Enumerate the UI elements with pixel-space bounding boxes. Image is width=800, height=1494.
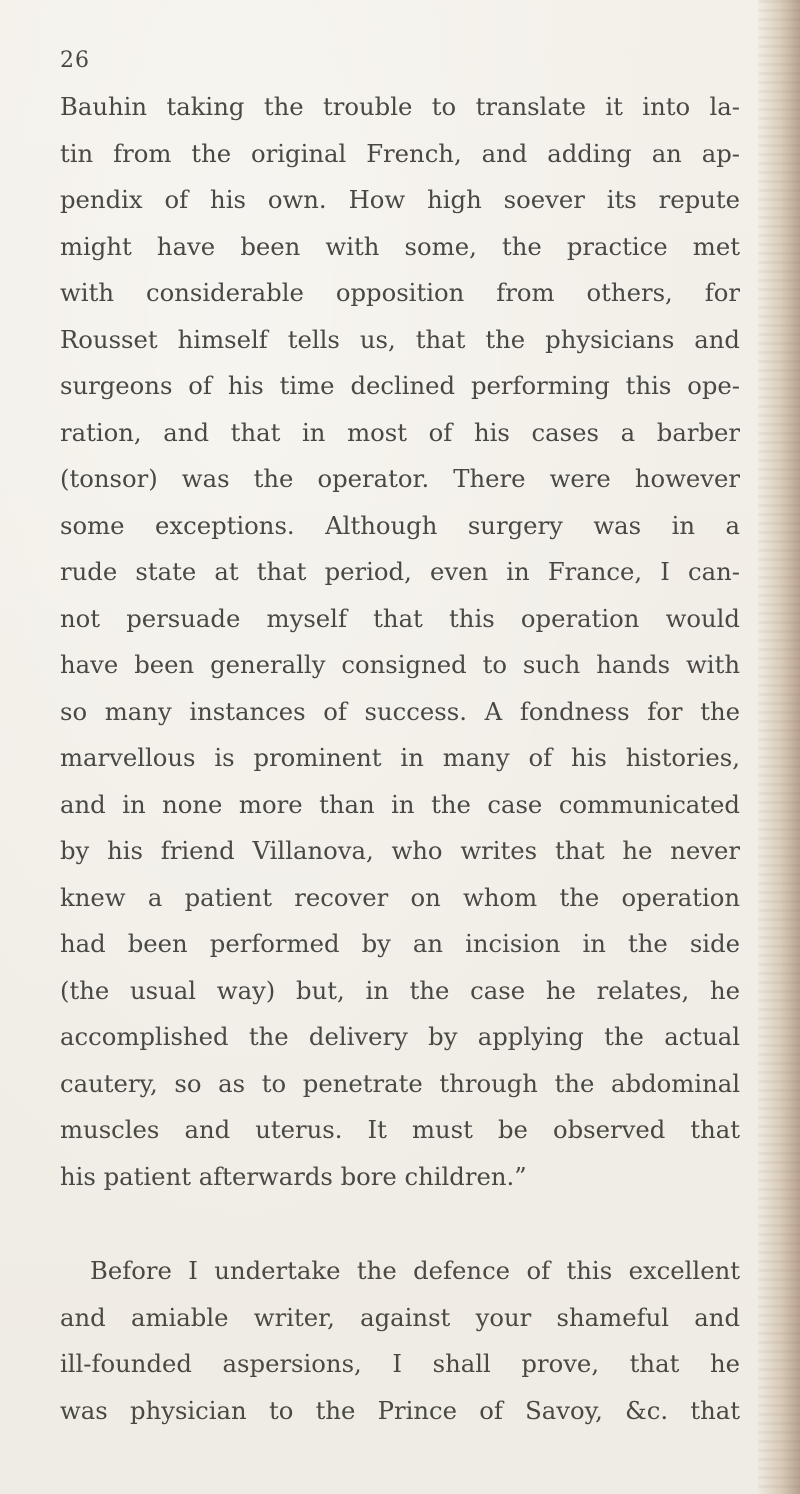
text-line: might have been with some, the practice met xyxy=(60,231,740,261)
paragraph-gap xyxy=(60,1200,740,1248)
text-line: Before I undertake the defence of this excellent xyxy=(90,1256,740,1285)
text-line: with considerable opposition from others, for xyxy=(60,278,740,307)
text-line: pendix of his own. How high soever its repute xyxy=(60,185,740,214)
text-line: so many instances of success. A fondness for the xyxy=(60,696,740,726)
paragraph-1 xyxy=(60,84,740,1200)
text-line: Rousset himself tells us, that the physicians and xyxy=(60,324,740,354)
text-line: some exceptions. Although surgery was in a xyxy=(60,510,740,540)
text-line: rude state at that period, even in France, I can- xyxy=(60,557,740,586)
text-line: (the usual way) but, in the case he relates, he xyxy=(60,975,740,1005)
page-number: 26 xyxy=(60,48,90,73)
text-line: marvellous is prominent in many of his histories, xyxy=(60,743,740,772)
text-line: cautery, so as to penetrate through the abdominal xyxy=(60,1068,740,1098)
text-line: and in none more than in the case communicated xyxy=(60,789,740,819)
text-line: have been generally consigned to such hands with xyxy=(60,650,740,679)
text-line: his patient afterwards bore children.” xyxy=(60,1161,527,1191)
text-line: knew a patient recover on whom the operation xyxy=(60,882,740,912)
text-line: ill-founded aspersions, I shall prove, that he xyxy=(60,1349,740,1378)
body-text xyxy=(60,84,740,1434)
text-line: had been performed by an incision in the side xyxy=(60,929,740,958)
text-line: and amiable writer, against your shameful and xyxy=(60,1302,740,1332)
paragraph-2 xyxy=(60,1248,740,1434)
page-edge-gutter xyxy=(758,0,800,1494)
text-line: tin from the original French, and adding an ap- xyxy=(60,138,740,168)
text-line: not persuade myself that this operation would xyxy=(60,603,740,633)
text-line: muscles and uterus. It must be observed that xyxy=(60,1115,740,1144)
text-line: Bauhin taking the trouble to translate it into la- xyxy=(60,92,740,121)
text-line: accomplished the delivery by applying the actual xyxy=(60,1022,740,1051)
text-line: ration, and that in most of his cases a barber xyxy=(60,417,740,447)
text-line: was physician to the Prince of Savoy, &c. that xyxy=(60,1395,740,1425)
text-line: (tonsor) was the operator. There were however xyxy=(60,464,740,493)
text-line: by his friend Villanova, who writes that he never xyxy=(60,836,740,865)
text-line: surgeons of his time declined performing this ope- xyxy=(60,371,740,400)
